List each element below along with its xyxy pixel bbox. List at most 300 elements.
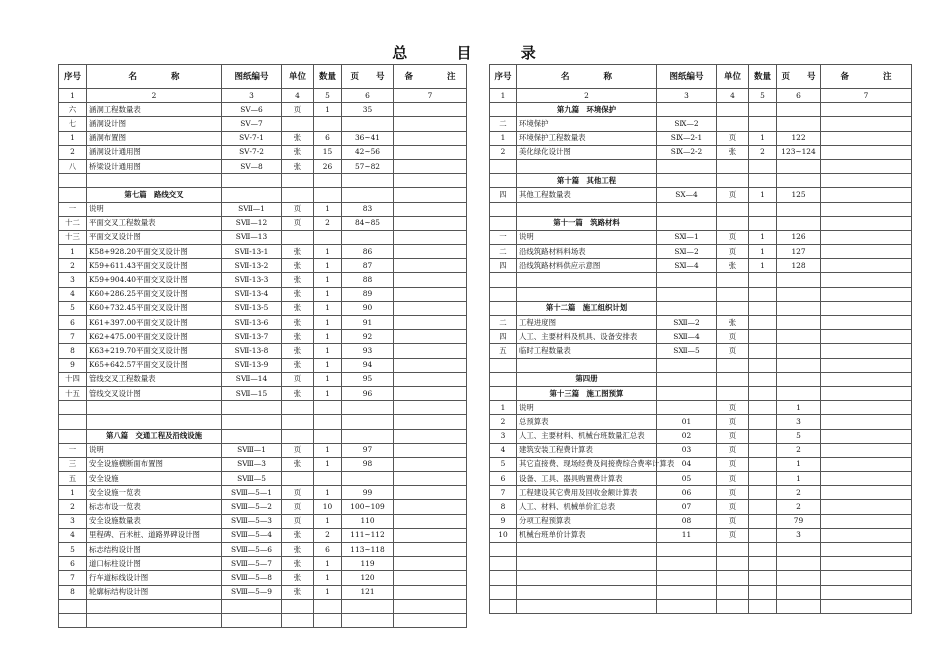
cell-seq <box>490 301 517 315</box>
cell-unit: 页 <box>717 245 749 259</box>
section-heading-row <box>490 301 912 315</box>
cell-name: 第七篇 路线交叉 <box>87 188 222 202</box>
cell-qty <box>314 415 342 429</box>
cell-unit: 张 <box>717 145 749 159</box>
cell-unit: 页 <box>717 528 749 542</box>
cell-name: 机械台班单价计算表 <box>517 528 657 542</box>
table-row <box>59 330 467 344</box>
cell-seq: 4 <box>59 287 87 301</box>
cell-code: SⅫ—5 <box>657 344 717 358</box>
cell-qty: 1 <box>314 245 342 259</box>
cell-name: 安全设施横断面布置图 <box>87 457 222 471</box>
cell-seq: 七 <box>59 117 87 131</box>
table-row <box>59 259 467 273</box>
table-row <box>490 245 912 259</box>
cell-name: 平面交叉设计图 <box>87 230 222 244</box>
cell-note <box>394 472 467 486</box>
cell-seq <box>490 358 517 372</box>
cell-code <box>657 301 717 315</box>
cell-unit <box>717 372 749 386</box>
cell-code <box>222 415 282 429</box>
cell-seq <box>59 188 87 202</box>
table-row <box>59 287 467 301</box>
cell-qty <box>749 457 777 471</box>
cell-seq: 二 <box>490 245 517 259</box>
table-row <box>490 188 912 202</box>
cell-unit <box>282 230 314 244</box>
cell-seq: 2 <box>59 500 87 514</box>
cell-name <box>517 287 657 301</box>
cell-page <box>777 557 821 571</box>
cell-page: 5 <box>777 429 821 443</box>
cell-unit <box>717 216 749 230</box>
cell-name <box>517 585 657 599</box>
cell-unit: 张 <box>282 543 314 557</box>
cell-code: SⅧ—5 <box>222 472 282 486</box>
cell-unit: 页 <box>282 443 314 457</box>
cell-page <box>777 585 821 599</box>
cell-code: SⅦ-13-4 <box>222 287 282 301</box>
cell-note <box>821 159 912 173</box>
cell-unit <box>282 401 314 415</box>
cell-seq: 6 <box>490 472 517 486</box>
cell-note <box>821 429 912 443</box>
table-row <box>490 599 912 613</box>
cell-unit: 页 <box>717 188 749 202</box>
cell-qty: 1 <box>749 188 777 202</box>
cell-unit: 张 <box>282 273 314 287</box>
cell-code <box>222 401 282 415</box>
cell-unit: 页 <box>282 372 314 386</box>
cell-unit: 张 <box>282 358 314 372</box>
cell-qty <box>749 401 777 415</box>
header-unit: 单位 <box>717 65 749 89</box>
cell-seq <box>59 429 87 443</box>
table-row <box>59 103 467 117</box>
cell-name: 平面交叉工程数量表 <box>87 216 222 230</box>
cell-note <box>394 188 467 202</box>
cell-code <box>657 174 717 188</box>
cell-name: 2 <box>517 89 657 103</box>
cell-unit <box>717 301 749 315</box>
cell-seq: 5 <box>490 457 517 471</box>
cell-note <box>394 358 467 372</box>
cell-note <box>394 287 467 301</box>
cell-seq: 4 <box>59 528 87 542</box>
header-page: 页 号 <box>777 65 821 89</box>
cell-page: 36~41 <box>342 131 394 145</box>
table-row <box>59 344 467 358</box>
cell-page <box>777 159 821 173</box>
cell-qty <box>314 188 342 202</box>
cell-name: 说明 <box>517 230 657 244</box>
table-row <box>490 159 912 173</box>
cell-seq: 9 <box>490 514 517 528</box>
cell-page <box>342 174 394 188</box>
cell-note <box>821 216 912 230</box>
cell-note <box>394 145 467 159</box>
cell-note <box>394 613 467 627</box>
cell-qty: 1 <box>314 344 342 358</box>
cell-seq: 3 <box>490 429 517 443</box>
cell-seq: 1 <box>59 245 87 259</box>
cell-code: 05 <box>657 472 717 486</box>
cell-code: SⅦ-13-1 <box>222 245 282 259</box>
table-row <box>490 514 912 528</box>
cell-note <box>821 486 912 500</box>
cell-page <box>342 472 394 486</box>
table-row <box>59 216 467 230</box>
cell-name: 其它直接费、现场经费及间接费综合费率计算表 <box>517 457 657 471</box>
cell-name: K63+219.70平面交叉设计图 <box>87 344 222 358</box>
cell-unit: 页 <box>717 415 749 429</box>
cell-qty <box>749 287 777 301</box>
cell-code: 03 <box>657 443 717 457</box>
cell-qty: 1 <box>314 557 342 571</box>
section-heading-row <box>490 372 912 386</box>
cell-code: SⅤ-7-1 <box>222 131 282 145</box>
cell-code <box>657 585 717 599</box>
cell-unit: 张 <box>282 386 314 400</box>
cell-note: 7 <box>821 89 912 103</box>
cell-name: 沿线筑路材料供应示意图 <box>517 259 657 273</box>
cell-code <box>222 599 282 613</box>
cell-seq: 一 <box>59 443 87 457</box>
cell-qty <box>314 599 342 613</box>
table-row <box>490 443 912 457</box>
table-row <box>490 401 912 415</box>
cell-qty: 1 <box>749 131 777 145</box>
cell-name: 涵洞设计通用图 <box>87 145 222 159</box>
cell-note <box>394 486 467 500</box>
cell-seq: 10 <box>490 528 517 542</box>
cell-name: K62+475.00平面交叉设计图 <box>87 330 222 344</box>
cell-note <box>821 230 912 244</box>
cell-name: K65+642.57平面交叉设计图 <box>87 358 222 372</box>
cell-code: 04 <box>657 457 717 471</box>
cell-code: SⅧ—5—6 <box>222 543 282 557</box>
cell-qty: 15 <box>314 145 342 159</box>
cell-unit: 张 <box>282 245 314 259</box>
cell-unit: 页 <box>282 216 314 230</box>
cell-code: SⅦ-13-9 <box>222 358 282 372</box>
cell-name: 道口标柱设计图 <box>87 557 222 571</box>
cell-seq: 5 <box>59 543 87 557</box>
cell-page: 2 <box>777 500 821 514</box>
cell-qty <box>749 344 777 358</box>
table-row <box>59 599 467 613</box>
cell-qty: 1 <box>314 330 342 344</box>
cell-unit <box>717 287 749 301</box>
cell-name: 涵洞设计图 <box>87 117 222 131</box>
cell-note <box>821 528 912 542</box>
cell-qty <box>749 415 777 429</box>
cell-qty: 5 <box>749 89 777 103</box>
cell-page: 2 <box>777 443 821 457</box>
cell-note <box>394 443 467 457</box>
cell-unit: 张 <box>282 301 314 315</box>
cell-unit: 张 <box>717 259 749 273</box>
cell-page: 100~109 <box>342 500 394 514</box>
table-row <box>490 344 912 358</box>
cell-name: 标志结构设计图 <box>87 543 222 557</box>
cell-page: 111~112 <box>342 528 394 542</box>
cell-code: SⅦ-13-8 <box>222 344 282 358</box>
table-row <box>490 89 912 103</box>
cell-page <box>777 386 821 400</box>
cell-unit: 张 <box>282 159 314 173</box>
cell-unit: 张 <box>282 259 314 273</box>
table-row <box>59 131 467 145</box>
cell-seq: 1 <box>490 131 517 145</box>
table-row <box>490 117 912 131</box>
table-row <box>59 117 467 131</box>
cell-name: 安全设施一览表 <box>87 486 222 500</box>
cell-unit: 页 <box>717 401 749 415</box>
cell-name: K61+397.00平面交叉设计图 <box>87 316 222 330</box>
cell-unit: 页 <box>717 443 749 457</box>
cell-note <box>394 585 467 599</box>
cell-seq: 四 <box>490 188 517 202</box>
table-row <box>59 401 467 415</box>
cell-note <box>821 557 912 571</box>
cell-code: SⅦ—14 <box>222 372 282 386</box>
cell-code: SⅤ—6 <box>222 103 282 117</box>
cell-unit: 张 <box>282 145 314 159</box>
cell-qty: 1 <box>314 103 342 117</box>
cell-note <box>394 301 467 315</box>
cell-code <box>657 401 717 415</box>
cell-seq <box>490 216 517 230</box>
section-heading-row <box>59 188 467 202</box>
cell-code: SⅧ—1 <box>222 443 282 457</box>
cell-page: 95 <box>342 372 394 386</box>
cell-page <box>342 188 394 202</box>
cell-code <box>657 159 717 173</box>
cell-seq: 1 <box>490 89 517 103</box>
cell-qty <box>749 372 777 386</box>
cell-page: 3 <box>777 528 821 542</box>
cell-unit: 张 <box>282 571 314 585</box>
table-row <box>59 571 467 585</box>
cell-unit <box>717 159 749 173</box>
cell-seq: 1 <box>59 486 87 500</box>
cell-seq <box>490 386 517 400</box>
cell-code: SⅦ—13 <box>222 230 282 244</box>
cell-page: 89 <box>342 287 394 301</box>
cell-qty: 1 <box>314 202 342 216</box>
cell-seq: 1 <box>490 401 517 415</box>
cell-unit: 张 <box>282 557 314 571</box>
cell-page: 127 <box>777 245 821 259</box>
cell-page <box>777 202 821 216</box>
cell-page <box>777 103 821 117</box>
cell-page: 91 <box>342 316 394 330</box>
cell-seq: 二 <box>490 117 517 131</box>
cell-code <box>657 571 717 585</box>
cell-note <box>821 358 912 372</box>
cell-code: SⅦ-13-5 <box>222 301 282 315</box>
cell-unit <box>717 585 749 599</box>
table-row <box>59 585 467 599</box>
cell-code <box>657 372 717 386</box>
cell-seq: 3 <box>59 514 87 528</box>
cell-qty <box>314 401 342 415</box>
cell-unit: 页 <box>717 230 749 244</box>
cell-code: SⅧ—5—8 <box>222 571 282 585</box>
cell-code: SⅧ—5—2 <box>222 500 282 514</box>
left-index-table <box>58 64 467 628</box>
cell-page: 120 <box>342 571 394 585</box>
cell-qty <box>749 330 777 344</box>
table-row <box>59 472 467 486</box>
table-row <box>59 89 467 103</box>
cell-unit: 张 <box>282 344 314 358</box>
cell-seq: 一 <box>490 230 517 244</box>
cell-code <box>222 174 282 188</box>
cell-note <box>394 457 467 471</box>
cell-unit <box>717 174 749 188</box>
header-name: 名 称 <box>87 65 222 89</box>
cell-seq: 4 <box>490 443 517 457</box>
cell-qty: 1 <box>314 443 342 457</box>
cell-unit: 张 <box>282 585 314 599</box>
cell-code <box>657 287 717 301</box>
cell-page: 6 <box>777 89 821 103</box>
cell-qty <box>314 472 342 486</box>
cell-name: 美化绿化设计图 <box>517 145 657 159</box>
right-table-body <box>490 89 912 614</box>
cell-seq: 8 <box>59 344 87 358</box>
cell-page <box>777 287 821 301</box>
table-row <box>490 429 912 443</box>
cell-code: 02 <box>657 429 717 443</box>
cell-name <box>87 415 222 429</box>
cell-code: SⅩ—4 <box>657 188 717 202</box>
cell-qty: 5 <box>314 89 342 103</box>
cell-page: 57~82 <box>342 159 394 173</box>
cell-code: SⅪ—4 <box>657 259 717 273</box>
cell-qty: 1 <box>749 245 777 259</box>
cell-page: 98 <box>342 457 394 471</box>
cell-unit <box>717 386 749 400</box>
cell-page: 88 <box>342 273 394 287</box>
cell-code <box>222 188 282 202</box>
cell-unit: 页 <box>717 457 749 471</box>
cell-name: 临时工程数量表 <box>517 344 657 358</box>
table-row <box>59 230 467 244</box>
cell-qty <box>749 585 777 599</box>
cell-unit: 页 <box>717 472 749 486</box>
cell-seq <box>490 585 517 599</box>
cell-unit <box>717 358 749 372</box>
cell-seq <box>59 613 87 627</box>
cell-name: 第九篇 环境保护 <box>517 103 657 117</box>
cell-name: 总预算表 <box>517 415 657 429</box>
cell-name <box>517 571 657 585</box>
cell-code: SⅨ—2 <box>657 117 717 131</box>
cell-page: 93 <box>342 344 394 358</box>
cell-qty: 2 <box>314 528 342 542</box>
cell-note <box>394 245 467 259</box>
cell-unit <box>717 543 749 557</box>
cell-page <box>777 117 821 131</box>
cell-note <box>394 528 467 542</box>
table-row <box>490 557 912 571</box>
cell-name: K59+904.40平面交叉设计图 <box>87 273 222 287</box>
cell-seq: 十三 <box>59 230 87 244</box>
cell-unit: 页 <box>717 514 749 528</box>
cell-page: 126 <box>777 230 821 244</box>
cell-seq: 十二 <box>59 216 87 230</box>
cell-page <box>777 543 821 557</box>
cell-unit <box>282 415 314 429</box>
cell-note <box>821 514 912 528</box>
cell-qty: 1 <box>314 386 342 400</box>
cell-qty: 10 <box>314 500 342 514</box>
table-row <box>490 472 912 486</box>
cell-note <box>394 216 467 230</box>
table-row <box>59 613 467 627</box>
cell-note <box>821 287 912 301</box>
section-heading-row <box>490 103 912 117</box>
cell-note <box>394 386 467 400</box>
cell-note <box>394 571 467 585</box>
table-row <box>490 145 912 159</box>
cell-code: SⅦ-13-3 <box>222 273 282 287</box>
cell-page <box>342 230 394 244</box>
left-header-row <box>59 65 467 89</box>
cell-qty: 1 <box>314 372 342 386</box>
cell-code: SⅦ-13-7 <box>222 330 282 344</box>
cell-code <box>657 557 717 571</box>
cell-note <box>394 557 467 571</box>
cell-code <box>657 202 717 216</box>
cell-page: 119 <box>342 557 394 571</box>
cell-seq: 二 <box>490 316 517 330</box>
cell-page <box>777 174 821 188</box>
cell-name <box>517 543 657 557</box>
cell-note <box>821 117 912 131</box>
cell-name: 管线交叉设计图 <box>87 386 222 400</box>
cell-name <box>87 613 222 627</box>
cell-unit: 页 <box>282 486 314 500</box>
cell-seq <box>490 599 517 613</box>
header-code: 图纸编号 <box>222 65 282 89</box>
cell-note <box>394 273 467 287</box>
cell-qty: 2 <box>314 216 342 230</box>
cell-unit <box>282 472 314 486</box>
cell-name: 涵洞工程数量表 <box>87 103 222 117</box>
cell-seq: 8 <box>490 500 517 514</box>
cell-qty <box>749 103 777 117</box>
cell-seq: 1 <box>59 89 87 103</box>
cell-qty <box>749 486 777 500</box>
table-row <box>490 287 912 301</box>
cell-qty: 1 <box>314 301 342 315</box>
cell-code: SⅨ—2-2 <box>657 145 717 159</box>
document-title: 总 目 录 <box>392 44 558 62</box>
table-row <box>490 457 912 471</box>
right-index-table <box>489 64 912 614</box>
cell-unit <box>282 613 314 627</box>
cell-qty <box>749 443 777 457</box>
cell-note <box>821 415 912 429</box>
section-heading-row <box>490 174 912 188</box>
table-row <box>59 316 467 330</box>
cell-code: 3 <box>222 89 282 103</box>
cell-note <box>821 245 912 259</box>
